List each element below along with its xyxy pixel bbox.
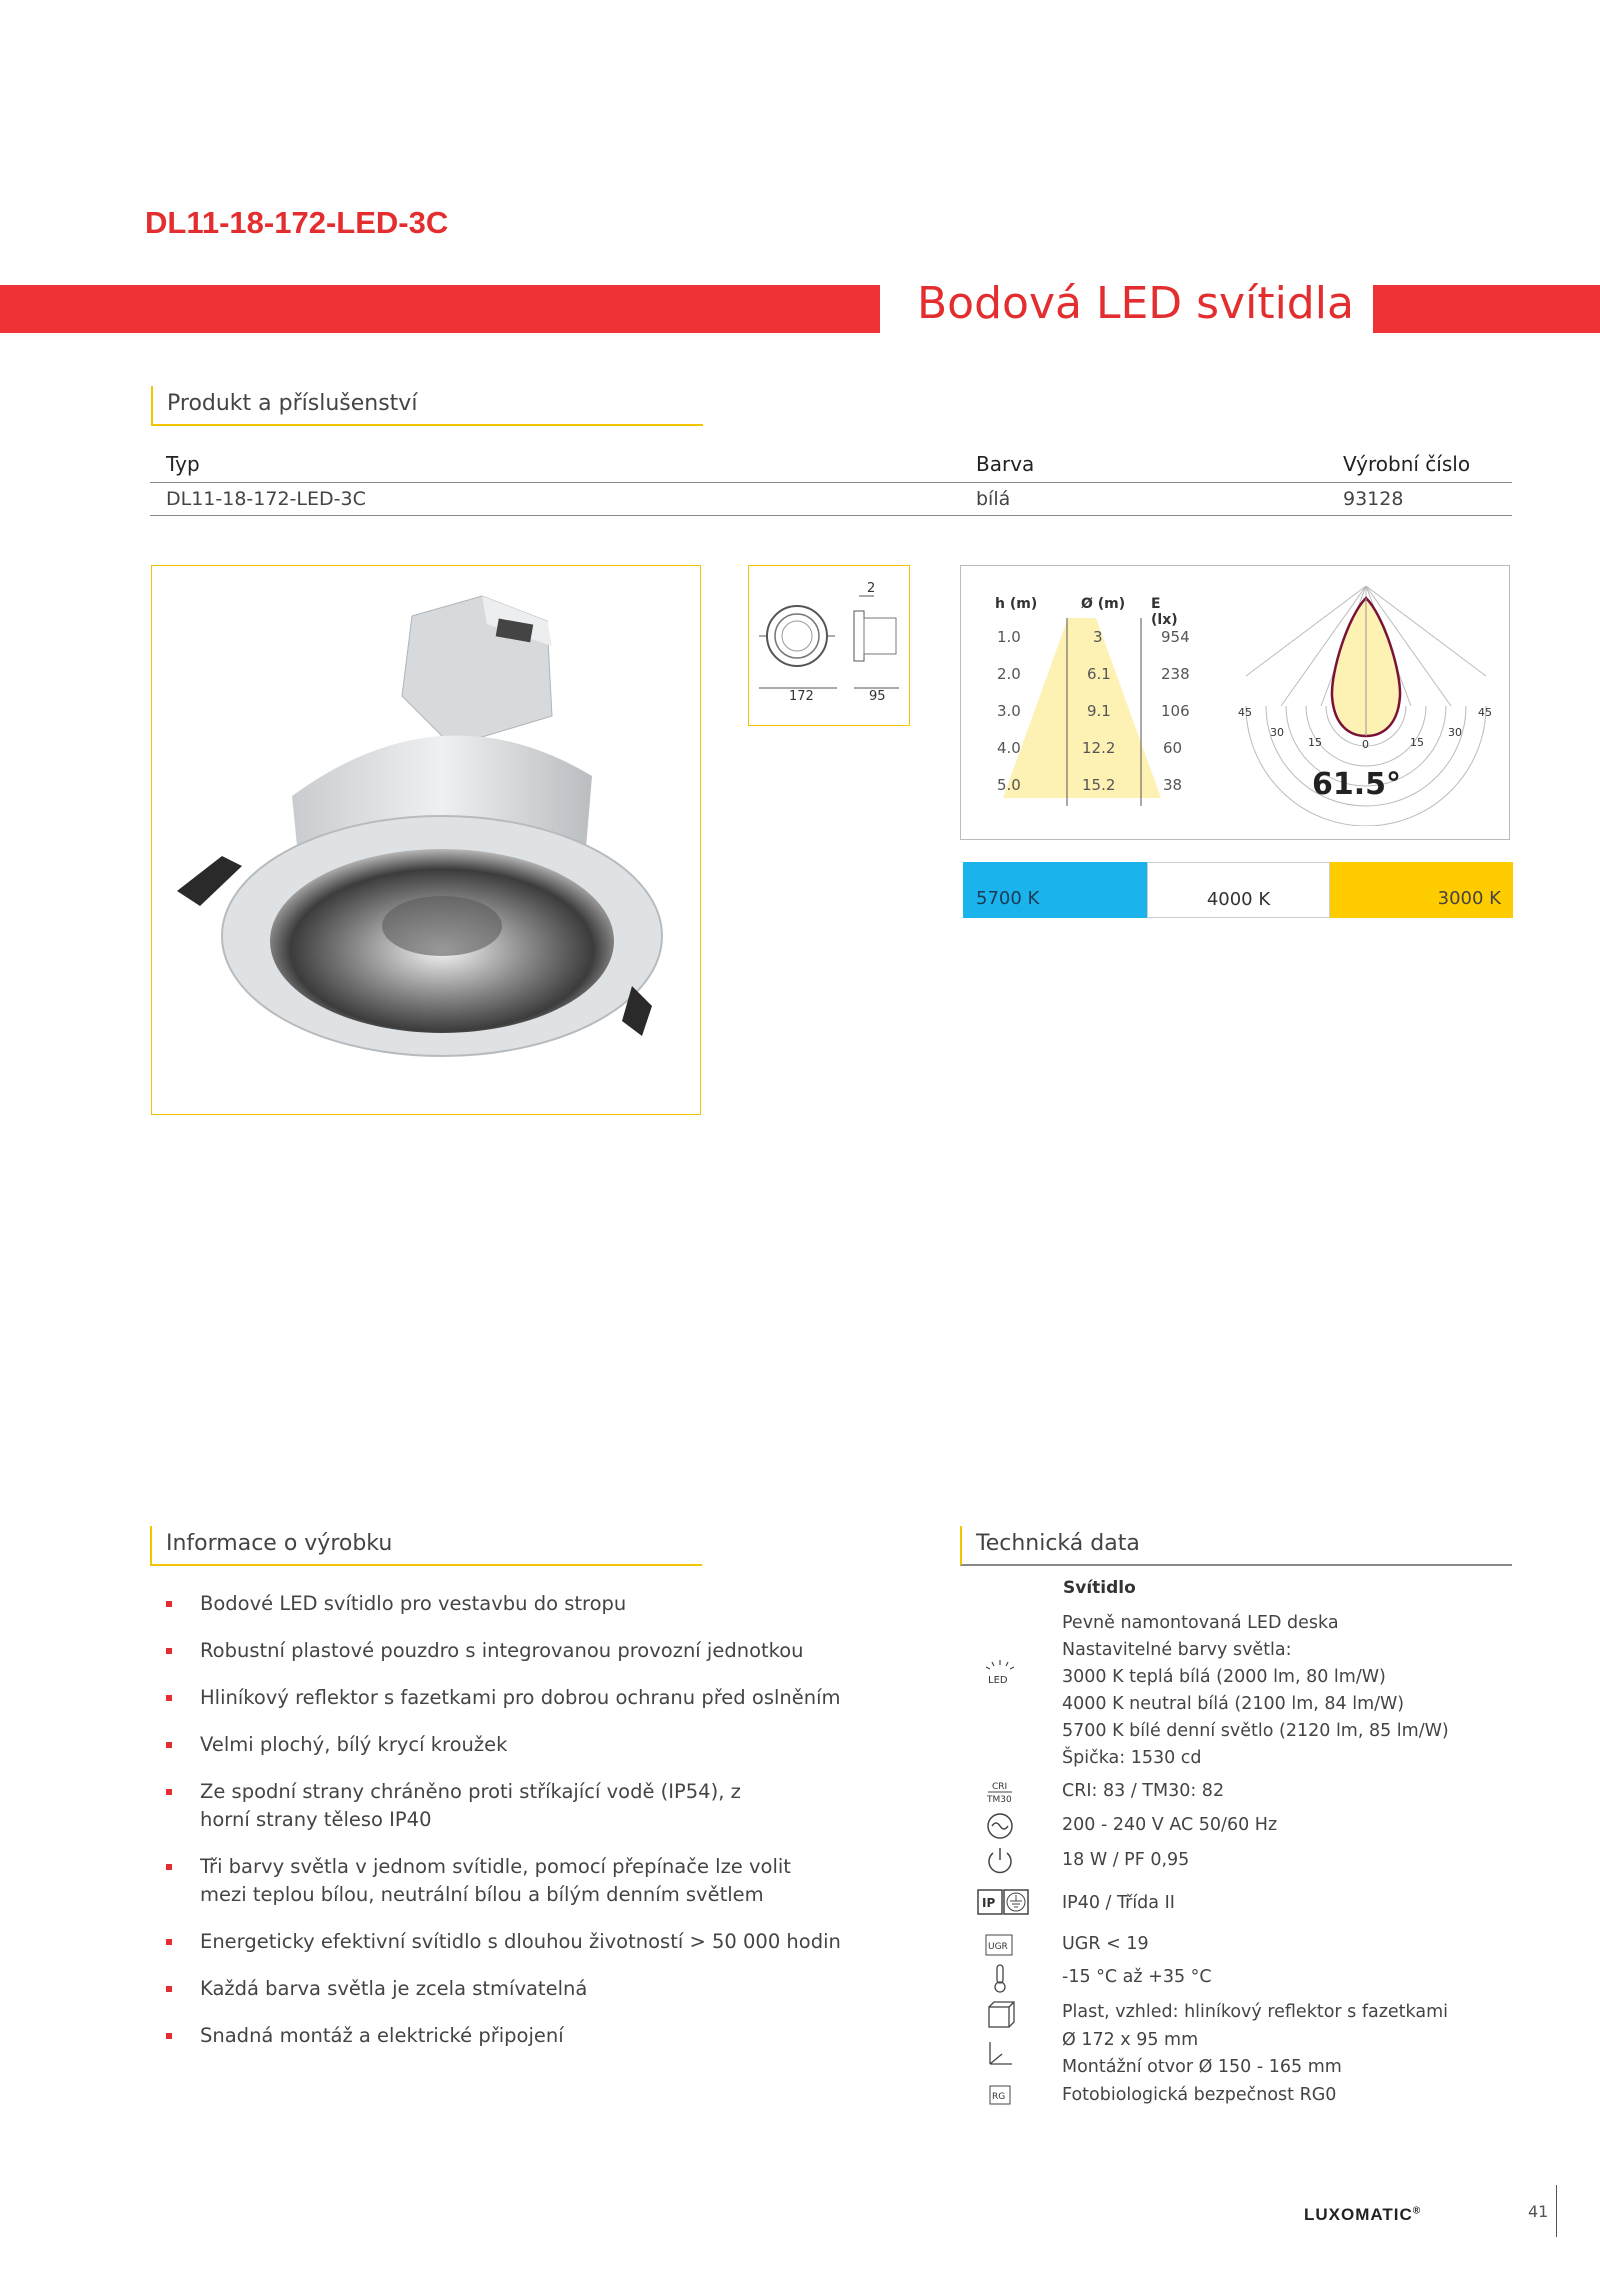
table-row [981, 702, 1191, 739]
cell-d: 3 [1093, 628, 1103, 646]
column-header-color: Barva [976, 452, 1035, 476]
cell-d: 9.1 [1087, 702, 1111, 720]
cell-type: DL11-18-172-LED-3C [166, 488, 366, 510]
ip-value: IP40 / Třída II [1062, 1893, 1175, 1913]
temperature-range: -15 °C až +35 °C [1062, 1967, 1212, 1987]
cell-e: 106 [1161, 702, 1190, 720]
polar-label: 15 [1410, 736, 1424, 749]
cell-e: 60 [1163, 739, 1183, 757]
table-divider [150, 482, 1512, 483]
feature-list [152, 1590, 842, 2069]
list-item: Každá barva světla je zcela stmívatelná [152, 1975, 842, 2003]
header-height: h (m) [995, 596, 1038, 612]
cri-value: CRI: 83 / TM30: 82 [1062, 1781, 1225, 1801]
cct-3000k: 3000 K [1330, 862, 1513, 918]
cell-h: 1.0 [997, 628, 1021, 646]
list-item: Robustní plastové pouzdro s integrovanou provozní jednotkou [152, 1637, 842, 1665]
dim-top: 2 [867, 581, 876, 596]
table-row [981, 665, 1191, 702]
list-item: Velmi plochý, bílý krycí kroužek [152, 1731, 842, 1759]
photobiological-icon [980, 2080, 1020, 2112]
led-icon-label: LED [988, 1675, 1008, 1686]
ip-class-icon [976, 1886, 1036, 1918]
polar-label: 45 [1478, 706, 1492, 719]
polar-label: 0 [1362, 738, 1369, 751]
table-row [981, 739, 1191, 776]
cell-h: 2.0 [997, 665, 1021, 683]
cell-h: 3.0 [997, 702, 1021, 720]
list-item: Ze spodní strany chráněno proti stříkající vodě (IP54), z horní strany těleso IP40 [152, 1778, 760, 1834]
tech-subheading: Svítidlo [1063, 1578, 1136, 1598]
polar-label: 30 [1270, 726, 1284, 739]
photobiological-safety: Fotobiologická bezpečnost RG0 [1062, 2085, 1337, 2105]
ip-icon-label: IP [982, 1896, 996, 1910]
table-divider [150, 515, 1512, 516]
column-header-type: Typ [166, 452, 200, 476]
led-line: 5700 K bílé denní světlo (2120 lm, 85 lm/W) [1062, 1721, 1449, 1741]
table-row [981, 628, 1191, 665]
page-number-rule [1556, 2185, 1557, 2237]
dimension-drawing [748, 565, 910, 726]
size-line: Ø 172 x 95 mm [1062, 2030, 1199, 2050]
voltage-value: 200 - 240 V AC 50/60 Hz [1062, 1815, 1278, 1835]
power-icon [980, 1844, 1020, 1876]
cell-h: 4.0 [997, 739, 1021, 757]
ugr-icon-label: UGR [988, 1942, 1008, 1952]
cell-e: 954 [1161, 628, 1190, 646]
polar-diagram [1236, 586, 1496, 826]
thermometer-icon [980, 1962, 1020, 1994]
led-line: 3000 K teplá bílá (2000 lm, 80 lm/W) [1062, 1667, 1386, 1687]
led-line: Pevně namontovaná LED deska [1062, 1613, 1339, 1633]
category-title: Bodová LED svítidla [917, 278, 1354, 329]
led-icon [980, 1658, 1020, 1690]
rg-icon-label: RG [992, 2092, 1006, 2102]
section-heading-product: Produkt a příslušenství [151, 386, 703, 426]
cell-h: 5.0 [997, 776, 1021, 794]
section-heading-info: Informace o výrobku [150, 1526, 702, 1566]
page-number: 41 [1528, 2202, 1549, 2221]
photometric-data [960, 565, 1510, 840]
polar-label: 45 [1238, 706, 1252, 719]
brand-logo [1304, 2205, 1421, 2225]
cri-icon-bottom: TM30 [987, 1795, 1012, 1805]
registered-mark: ® [1412, 2205, 1422, 2217]
section-heading-tech: Technická data [960, 1526, 1512, 1566]
ac-voltage-icon [980, 1810, 1020, 1842]
cell-color: bílá [976, 488, 1011, 510]
dim-diameter: 172 [789, 689, 814, 704]
polar-label: 15 [1308, 736, 1322, 749]
table-row [981, 776, 1191, 813]
beam-angle: 61.5° [1312, 767, 1402, 802]
cct-5700k: 5700 K [963, 862, 1147, 918]
list-item: Snadná montáž a elektrické připojení [152, 2022, 842, 2050]
list-item: Hliníkový reflektor s fazetkami pro dobrou ochranu před oslněním [152, 1684, 842, 1712]
red-banner-left [0, 285, 880, 333]
cell-e: 238 [1161, 665, 1190, 683]
cell-d: 15.2 [1082, 776, 1116, 794]
led-line: Špička: 1530 cd [1062, 1748, 1202, 1768]
list-item: Energeticky efektivní svítidlo s dlouhou životností > 50 000 hodin [152, 1928, 842, 1956]
led-line: 4000 K neutral bílá (2100 lm, 84 lm/W) [1062, 1694, 1405, 1714]
cri-icon-top: CRI [992, 1782, 1008, 1792]
cell-d: 6.1 [1087, 665, 1111, 683]
column-header-article: Výrobní číslo [1343, 452, 1471, 476]
material-cube-icon [980, 1998, 1020, 2030]
power-value: 18 W / PF 0,95 [1062, 1850, 1190, 1870]
ugr-icon [980, 1929, 1020, 1961]
dimensions-icon [980, 2038, 1020, 2070]
polar-label: 30 [1448, 726, 1462, 739]
ugr-value: UGR < 19 [1062, 1934, 1149, 1954]
illuminance-table [981, 596, 1191, 813]
header-diameter: Ø (m) [1081, 596, 1126, 612]
cell-d: 12.2 [1082, 739, 1116, 757]
brand-name: LUXOMATIC [1304, 2205, 1413, 2224]
material-value: Plast, vzhled: hliníkový reflektor s fazetkami [1062, 2002, 1448, 2022]
cct-4000k: 4000 K [1147, 862, 1330, 918]
red-banner-right [1373, 285, 1600, 333]
size-line: Montážní otvor Ø 150 - 165 mm [1062, 2057, 1342, 2077]
list-item: Bodové LED svítidlo pro vestavbu do stropu [152, 1590, 842, 1618]
list-item: Tři barvy světla v jednom svítidle, pomocí přepínače lze volit mezi teplou bílou, neutrální bílou a bílým denním světlem [152, 1853, 840, 1909]
cri-icon [980, 1777, 1020, 1809]
product-photo [151, 565, 701, 1115]
dim-height: 95 [869, 689, 886, 704]
led-line: Nastavitelné barvy světla: [1062, 1640, 1292, 1660]
product-code-title: DL11-18-172-LED-3C [145, 205, 449, 240]
header-illuminance: E (lx) [1151, 596, 1178, 628]
cell-article-number: 93128 [1343, 488, 1404, 510]
cell-e: 38 [1163, 776, 1183, 794]
